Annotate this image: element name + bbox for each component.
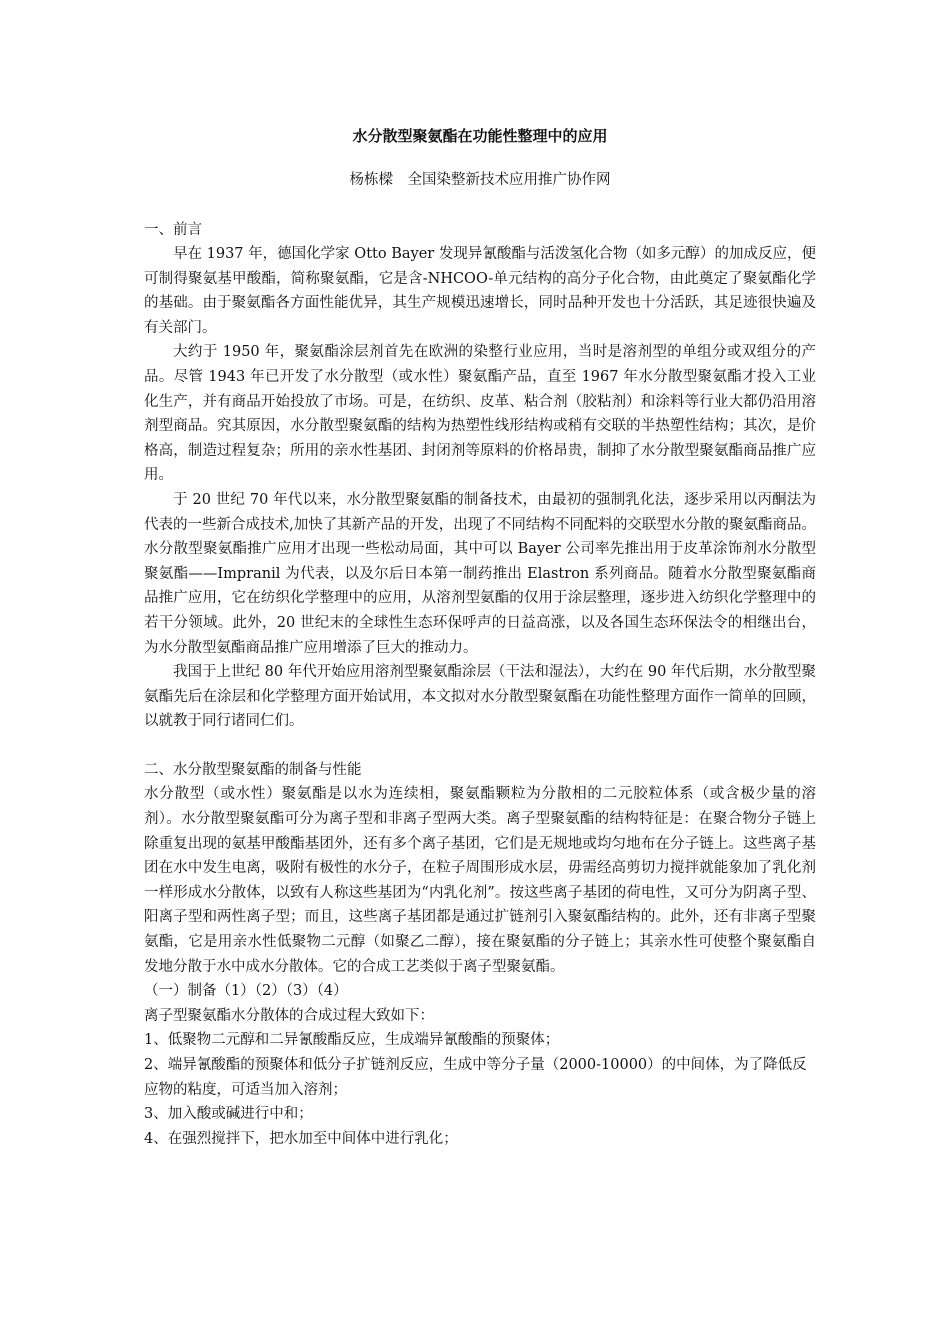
list-item: 1、低聚物二元醇和二异氰酸酯反应，生成端异氰酸酯的预聚体； bbox=[144, 1032, 560, 1049]
paragraph: 大约于 1950 年，聚氨酯涂层剂首先在欧洲的染整行业应用，当时是溶剂型的单组分或双组分的产品。尽管 1943 年已开发了水分散型（或水性）聚氨酯产品，直至 1967 年水分散型聚氨酯才投入工业化生产，并有商品开始投放了市场。可是，在纺织、皮革、粘合剂（胶粘剂）和涂料等行业大都仍沿用溶剂型商品。究其原因，水分散型聚氨酯的结构为热塑性线形结构或稍有交联的半热塑性结构；其次，是价格高，制造过程复杂；所用的亲水性基团、封闭剂等原料的价格昂贵，制抑了水分散型聚氨酯商品推广应用。 bbox=[144, 344, 816, 484]
paragraph: 我国于上世纪 80 年代开始应用溶剂型聚氨酯涂层（干法和湿法），大约在 90 年代后期，水分散型聚氨酯先后在涂层和化学整理方面开始试用，本文拟对水分散型聚氨酯在功能性整理方面作一简单的回顾，以就教于同行诸同仁们。 bbox=[144, 664, 816, 730]
paragraph: 早在 1937 年，德国化学家 Otto Bayer 发现异氰酸酯与活泼氢化合物（如多元醇）的加成反应，便可制得聚氨基甲酸酯，简称聚氨酯，它是含-NHCOO-单元结构的高分子化合物，由此奠定了聚氨酯化学的基础。由于聚氨酯各方面性能优异，其生产规模迅速增长，同时品种开发也十分活跃，其足迹很快遍及有关部门。 bbox=[144, 246, 816, 336]
section-heading-preparation: 二、水分散型聚氨酯的制备与性能 bbox=[144, 762, 362, 779]
paragraph: 于 20 世纪 70 年代以来，水分散型聚氨酯的制备技术，由最初的强制乳化法，逐步采用以丙酮法为代表的一些新合成技术,加快了其新产品的开发，出现了不同结构不同配料的交联型水分散的聚氨酯商品。水分散型聚氨酯推广应用才出现一些松动局面，其中可以 Bayer 公司率先推出用于皮革涂饰剂水分散型聚氨酯——Impranil 为代表，以及尔后日本第一制药推出 Elastron 系列商品。随着水分散型聚氨酯商品推广应用，它在纺织化学整理中的应用，从溶剂型氨酯的仅用于涂层整理，逐步进入纺织化学整理中的若干分领域。此外，20 世纪末的全球性生态环保呼声的日益高涨，以及各国生态环保法令的相继出台，为水分散型氨酯商品推广应用增添了巨大的推动力。 bbox=[144, 491, 816, 656]
paragraph: 水分散型（或水性）聚氨酯是以水为连续相，聚氨酯颗粒为分散相的二元胶粒体系（或含极少量的溶剂）。水分散型聚氨酯可分为离子型和非离子型两大类。离子型聚氨酯的结构特征是：在聚合物分子链上除重复出现的氨基甲酸酯基团外，还有多个离子基团，它们是无规地或均匀地布在分子链上。这些离子基团在水中发生电离，吸附有极性的水分子，在粒子周围形成水层，毋需经高剪切力搅拌就能象加了乳化剂一样形成水分散体，以致有人称这些基团为“内乳化剂”。按这些离子基团的荷电性，又可分为阴离子型、阳离子型和两性离子型；而且，这些离子基团都是通过扩链剂引入聚氨酯结构的。此外，还有非离子型聚氨酯，它是用亲水性低聚物二元醇（如聚乙二醇），接在聚氨酯的分子链上；其亲水性可使整个聚氨酯自发地分散于水中成水分散体。它的合成工艺类似于离子型聚氨酯。 bbox=[144, 786, 816, 975]
blank-line bbox=[144, 734, 816, 759]
document-title: 水分散型聚氨酯在功能性整理中的应用 bbox=[352, 127, 608, 145]
subsection-heading: （一）制备（1）（2）（3）（4） bbox=[144, 983, 348, 1000]
list-item: 4、在强烈搅拌下，把水加至中间体中进行乳化； bbox=[144, 1130, 458, 1147]
process-intro: 离子型聚氨酯水分散体的合成过程大致如下： bbox=[144, 1007, 434, 1024]
document-body bbox=[144, 124, 816, 1151]
list-item: 3、加入酸或碱进行中和； bbox=[144, 1106, 313, 1123]
section-heading-preface: 一、前言 bbox=[144, 222, 202, 238]
author-line: 杨栋樑 全国染整新技术应用推广协作网 bbox=[349, 172, 611, 188]
list-item: 2、端异氰酸酯的预聚体和低分子扩链剂反应，生成中等分子量（2000-10000）的中间体，为了降低反应物的粘度，可适当加入溶剂； bbox=[144, 1057, 807, 1098]
